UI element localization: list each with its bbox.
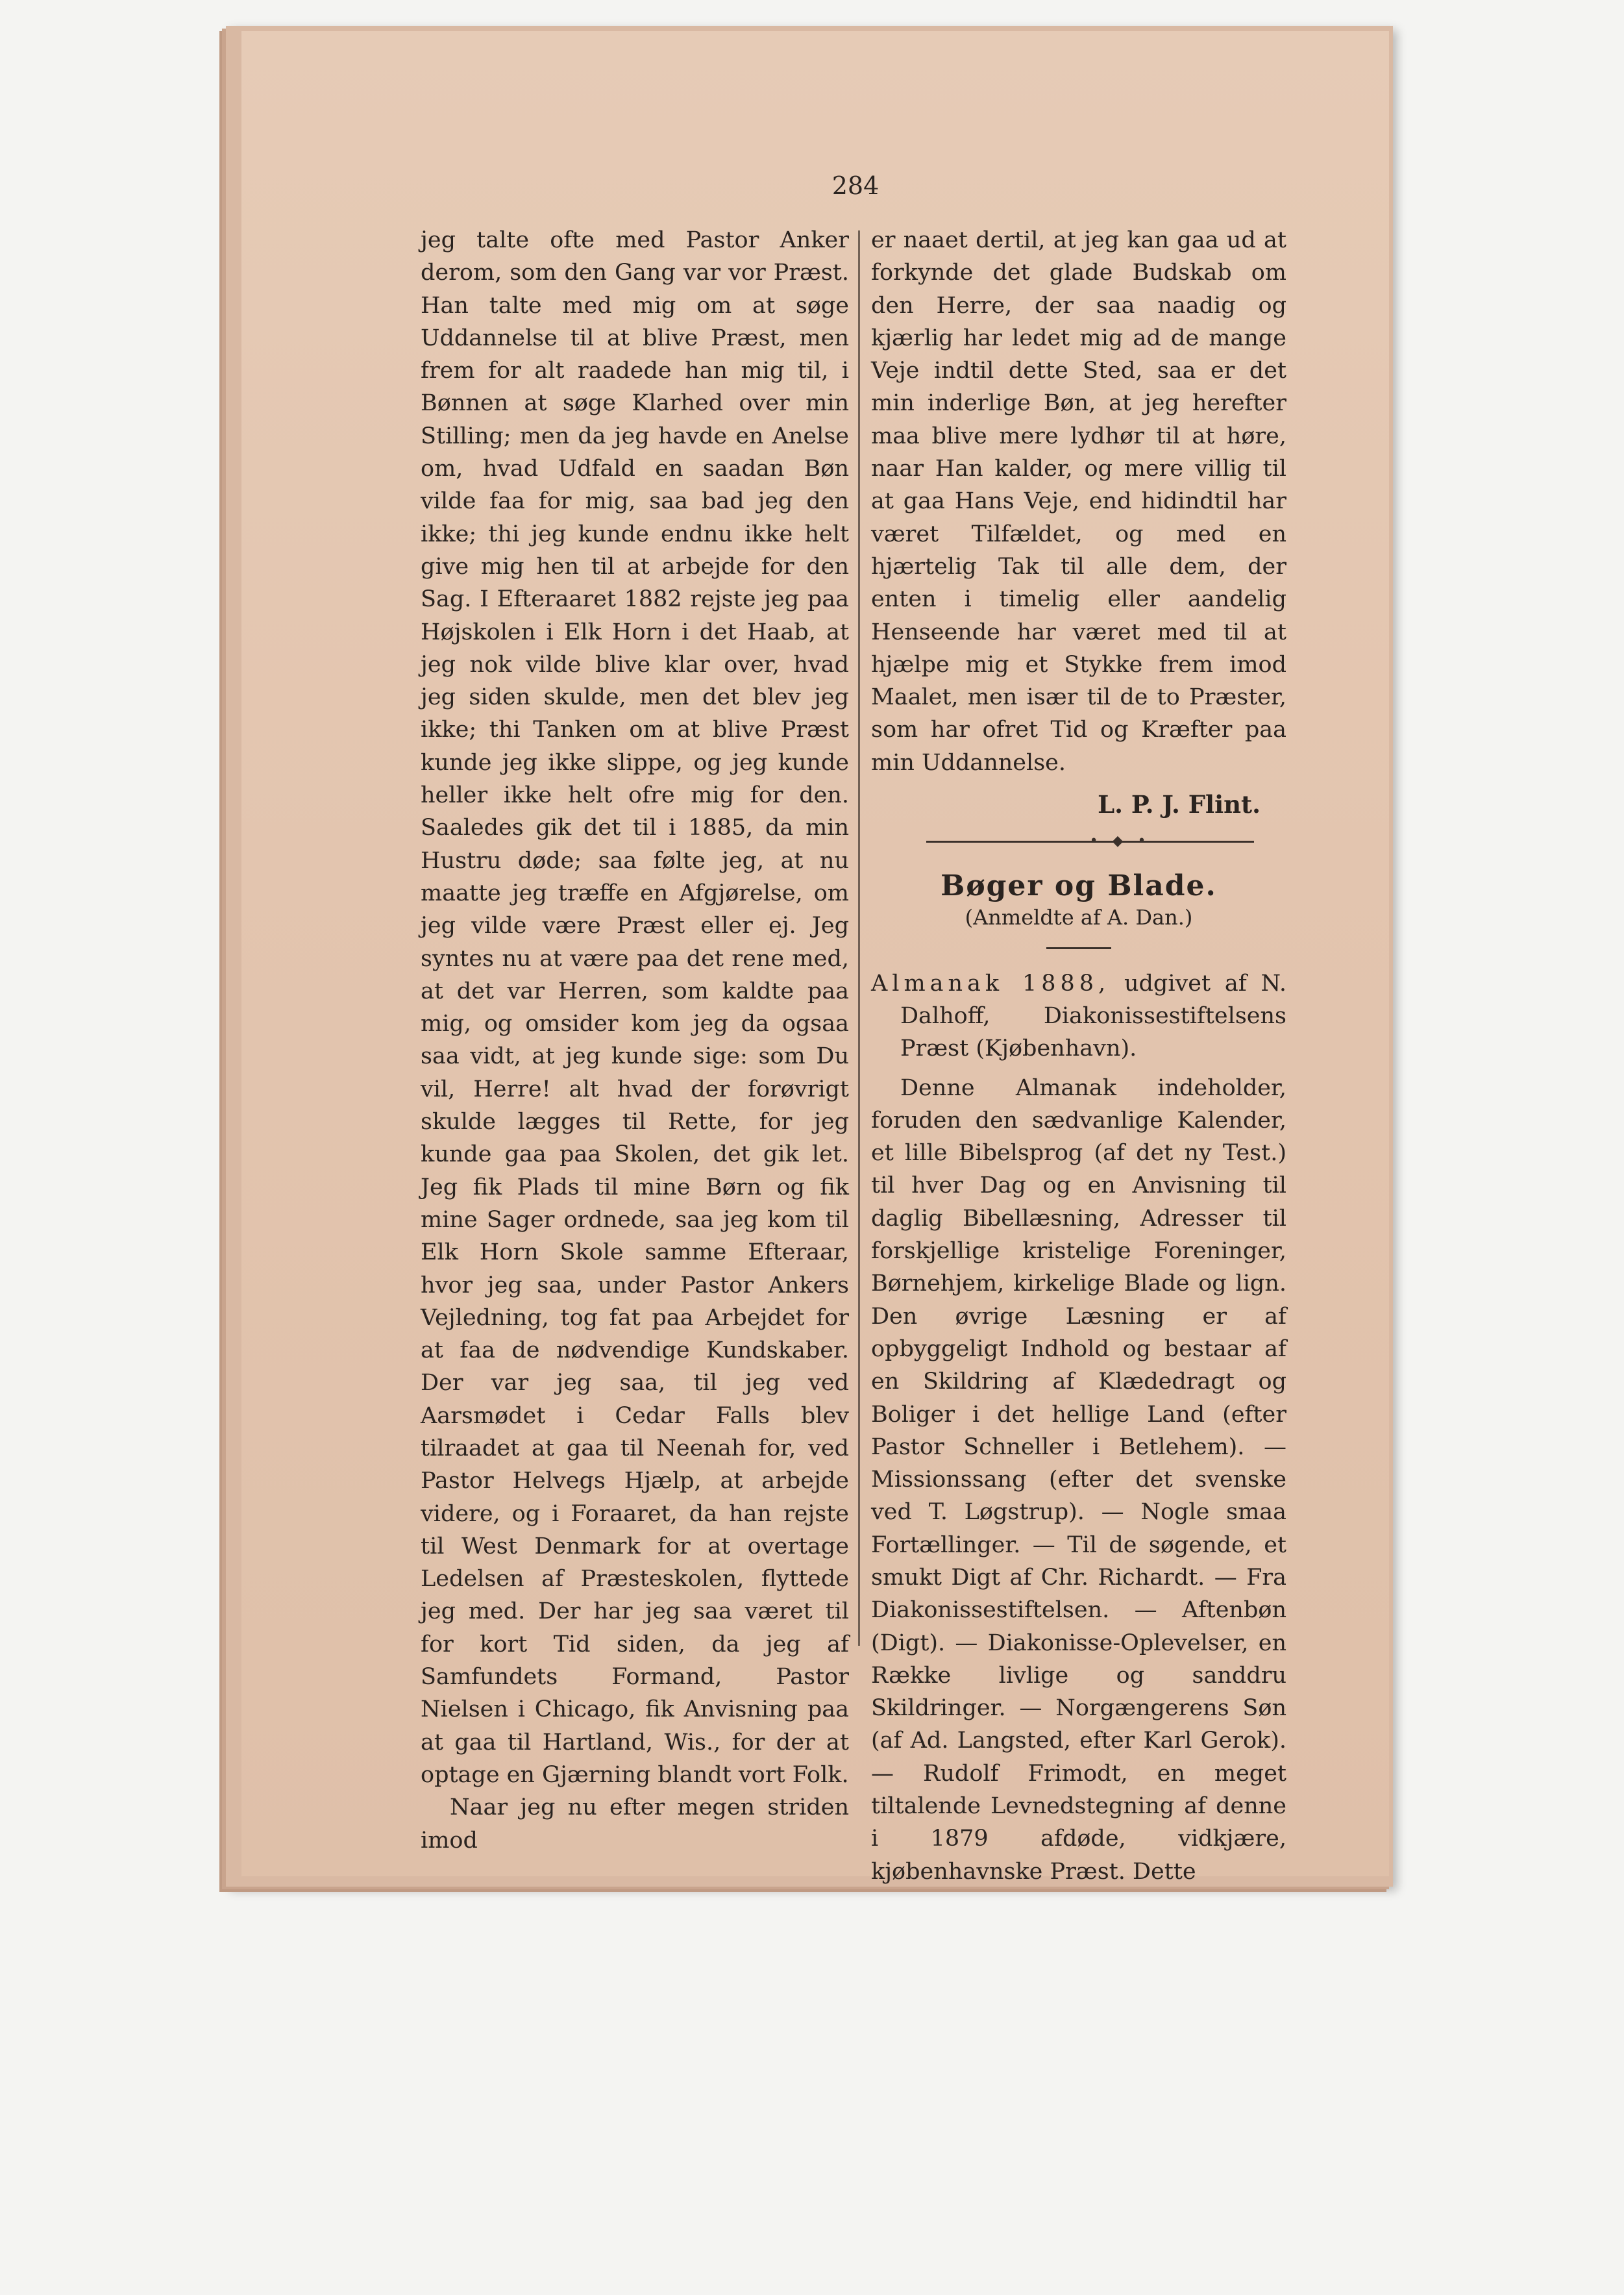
entry-title: Almanak 1888, — [871, 970, 1111, 997]
section-subtitle: (Anmeldte af A. Dan.) — [965, 904, 1193, 930]
left-paragraph-1: jeg talte ofte med Pastor Anker derom, som den Gang var vor Præst. Han talte med mig om at søge Uddannelse til at blive Præst, men frem for alt raadede han mig til, i Bønnen at søge Klarhed over min Stilling; men da jeg havde en Anelse om, hvad Udfald en saadan Bøn vilde faa for mig, saa bad jeg den ikke; thi jeg kunde endnu ikke helt give mig hen til at arbejde for den Sag. I Efteraaret 1882 rejste jeg paa Højskolen i Elk Horn i det Haab, at jeg nok vilde blive klar over, hvad jeg siden skulde, men det blev jeg ikke; thi Tanken om at blive Præst kunde jeg ikke slippe, og jeg kunde heller ikke helt ofre mig for den. Saaledes gik det til i 1885, da min Hustru døde; saa følte jeg, at nu maatte jeg træffe en Afgjørelse, om jeg vilde være Præst eller ej. Jeg syntes nu at være paa det rene med, at det var Herren, som kaldte paa mig, og omsider kom jeg da ogsaa saa vidt, at jeg kunde sige: som Du vil, Herre! alt hvad der forøvrigt skulde lægges til Rette, for jeg kunde gaa paa Skolen, det gik let. Jeg fik Plads til mine Børn og fik mine Sager ordnede, saa jeg kom til Elk Horn Skole samme Efteraar, hvor jeg saa, under Pastor Ankers Vejledning, tog fat paa Arbejdet for at faa de nødvendige Kundskaber. Der var jeg saa, til jeg ved Aarsmødet i Cedar Falls blev tilraadet at gaa til Neenah for, ved Pastor Helvegs Hjælp, at arbejde videre, og i Foraaret, da han rejste til West Denmark for at overtage Ledelsen af Præsteskolen, flyttede jeg med. Der har jeg saa været til for kort Tid siden, da jeg af Samfundets Formand, Pastor Nielsen i Chicago, fik Anvisning paa at gaa til Hartland, Wis., for der at optage en Gjærning blandt vort Folk. — [421, 227, 849, 1788]
review-entry-heading — [871, 967, 1286, 1065]
page-number: 284 — [831, 171, 880, 200]
left-column — [421, 224, 849, 1857]
entry-publisher: udgivet af N. Dalhoff, Diakonissestiftelsens Præst (Kjøbenhavn). — [900, 970, 1286, 1062]
left-paragraph-2: Naar jeg nu efter megen striden imod — [421, 1794, 849, 1854]
right-column — [871, 224, 1286, 1888]
author-signature: L. P. J. Flint. — [1098, 790, 1261, 819]
right-paragraph-1: er naaet dertil, at jeg kan gaa ud at forkynde det glade Budskab om den Herre, der saa naadig og kjærlig har ledet mig ad de mange Veje indtil dette Sted, saa er det min inderlige Bøn, at jeg herefter maa blive mere lydhør til at høre, naar Han kalder, og mere villig til at gaa Hans Veje, end hidindtil har været Tilfældet, og med en hjærtelig Tak til alle dem, der enten i timelig eller aandelig Henseende har været med til at hjælpe mig et Stykke frem imod Maalet, men især til de to Præster, som har ofret Tid og Kræfter paa min Uddannelse. — [871, 227, 1286, 776]
review-paragraph: Denne Almanak indeholder, foruden den sædvanlige Kalender, et lille Bibelsprog (af det ny Test.) til hver Dag og en Anvisning til daglig Bibellæsning, Adresser til forskjellige kristelige Foreninger, Børnehjem, kirkelige Blade og lign. Den øvrige Læsning er af opbyggeligt Indhold og bestaar af en Skildring af Klædedragt og Boliger i det hellige Land (efter Pastor Schneller i Betlehem). — Missionssang (efter det svenske ved T. Løgstrup). — Nogle smaa Fortællinger. — Til de søgende, et smukt Digt af Chr. Richardt. — Fra Diakonissestiftelsen. — Aftenbøn (Digt). — Diakonisse-Oplevelser, en Række livlige og sanddru Skildringer. — Norgængerens Søn (af Ad. Langsted, efter Karl Gerok). — Rudolf Frimodt, en meget tiltalende Levnedstegning af denne i 1879 afdøde, vidkjære, kjøbenhavnske Præst. Dette — [871, 1074, 1286, 1885]
section-title: Bøger og Blade. — [941, 869, 1217, 903]
ornamental-rule — [871, 832, 1286, 850]
column-divider — [858, 230, 860, 1646]
rule-ornament: •—◆—• — [1089, 833, 1146, 850]
short-rule — [1046, 947, 1111, 949]
